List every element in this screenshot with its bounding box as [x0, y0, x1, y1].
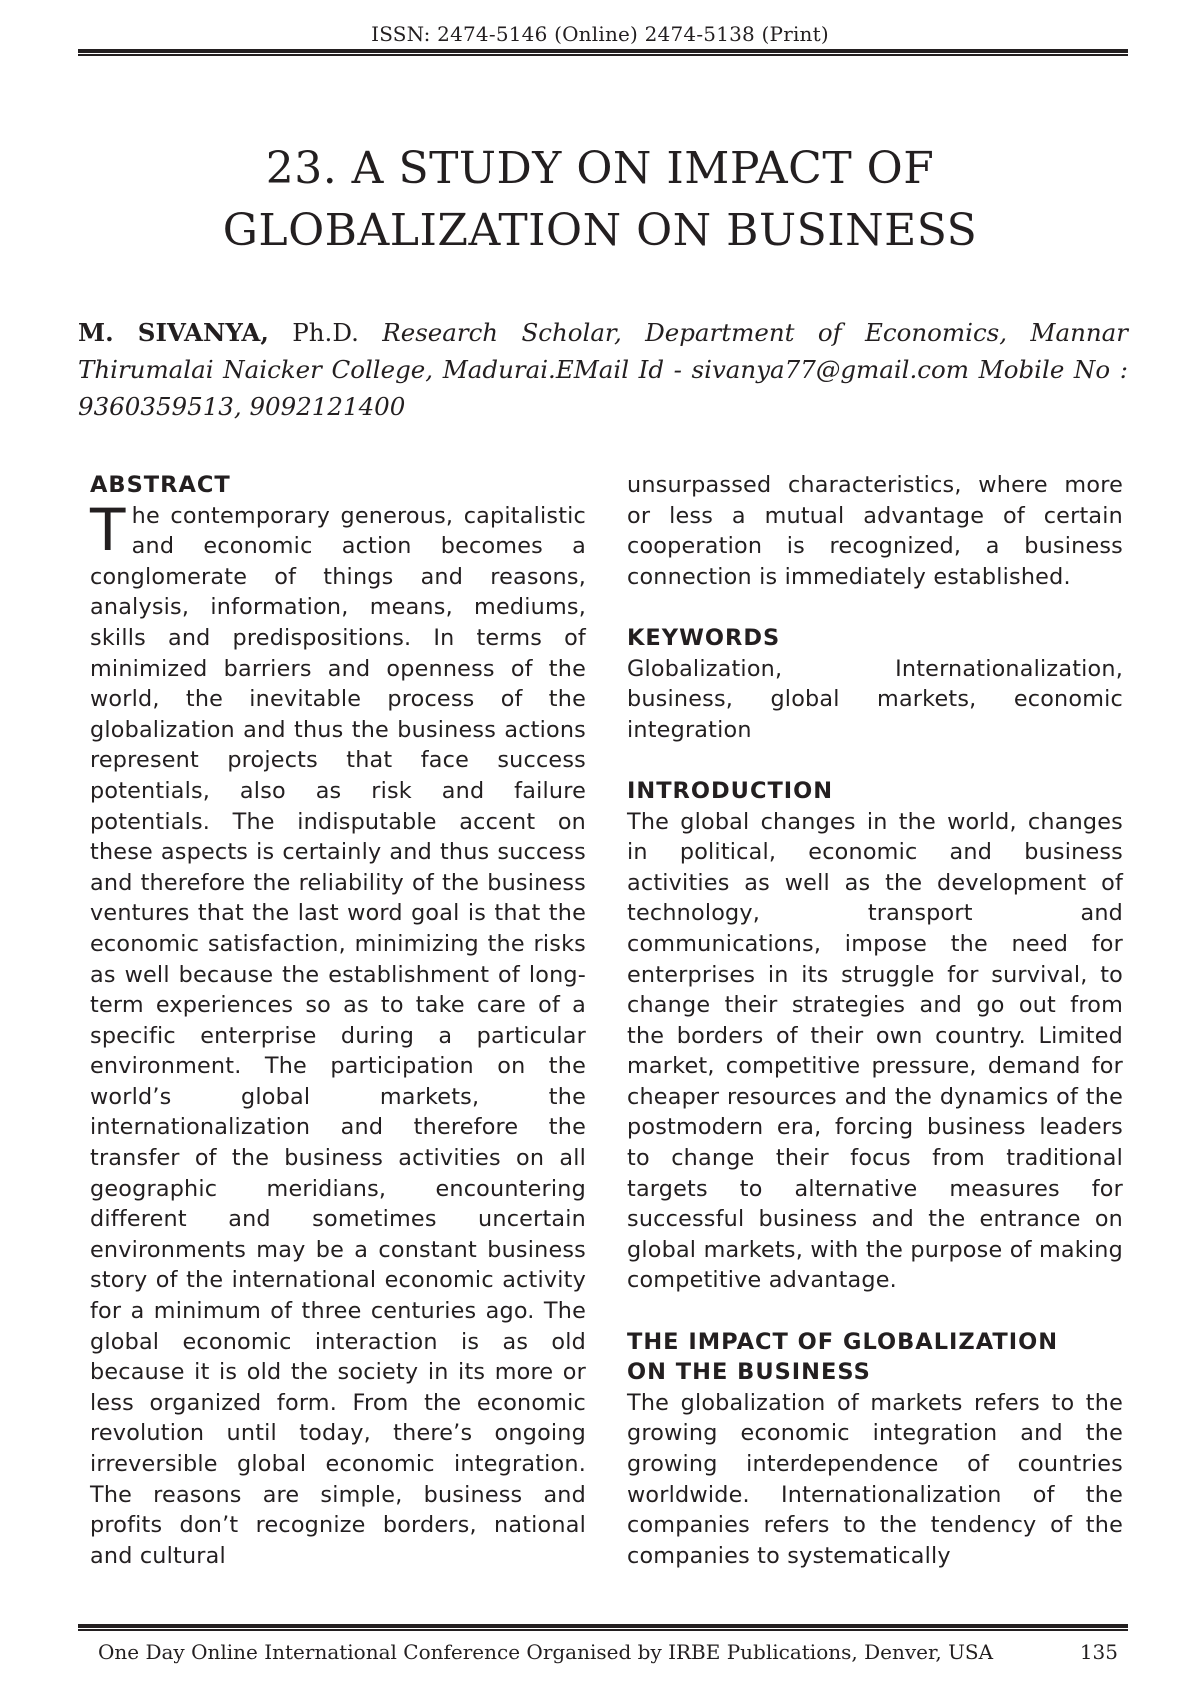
- paper-title: [0, 138, 1200, 262]
- impact-heading: [627, 1327, 1123, 1388]
- abstract-heading: ABSTRACT: [90, 472, 231, 498]
- impact-text: The globalization of markets refers to the growing economic integration and the growing interdependence of countries worldwide. Internationalization of the companies refers to the tendency of the companies to systematically: [627, 1389, 1123, 1569]
- paper-title-line-1: 23. A STUDY ON IMPACT OF: [265, 143, 935, 194]
- introduction-text: The global changes in the world, changes in political, economic and business activities as well as the development of technology, transport and communications, impose the need for enterprises in its struggle for survival, to change their strategies and go out from the borders of their own country. Limited market, competitive pressure, demand for cheaper resources and the dynamics of the postmodern era, forcing business leaders to change their focus from traditional targets to alternative measures for successful business and the entrance on global markets, with the purpose of making competitive advantage.: [627, 808, 1123, 1294]
- impact-heading-line-1: THE IMPACT OF GLOBALIZATION: [627, 1328, 1059, 1355]
- abstract-dropcap: T: [90, 495, 126, 564]
- author-affiliation: Research Scholar, Department of Economics, Mannar Thirumalai Naicker College, Madurai.EMail Id - sivanya77@gmail.com Mobile No : 9360359513, 9092121400: [78, 318, 1128, 421]
- right-column: [627, 470, 1123, 1571]
- keywords-text: Globalization, Internationalization, business, global markets, economic integration: [627, 655, 1123, 743]
- abstract-body: he contemporary generous, capitalistic and economic action becomes a conglomerate of things and reasons, analysis, information, means, mediums, skills and predispositions. In terms of minimized barriers and openness of the world, the inevitable process of the globalization and thus the business actions represent projects that face success potentials, also as risk and failure potentials. The indisputable accent on these aspects is certainly and thus success and therefore the reliability of the business ventures that the last word goal is that the economic satisfaction, minimizing the risks as well because the establishment of long-term experiences so as to take care of a specific enterprise during a particular environment. The participation on the world’s global markets, the internationalization and therefore the transfer of the business activities on all geographic meridians, encountering different and sometimes uncertain environments may be a constant business story of the international economic activity for a minimum of three centuries ago. The global economic interaction is as old because it is old the society in its more or less organized form. From the economic revolution until today, there’s ongoing irreversible global economic integration. The reasons are simple, business and profits don’t recognize borders, national and cultural: [90, 502, 586, 1569]
- page-number: 135: [1079, 1640, 1118, 1664]
- keywords-heading: KEYWORDS: [627, 624, 781, 651]
- issn-header: ISSN: 2474-5146 (Online) 2474-5138 (Print): [371, 22, 829, 46]
- impact-heading-line-2: ON THE BUSINESS: [627, 1359, 871, 1386]
- paper-title-line-2: GLOBALIZATION ON BUSINESS: [222, 205, 978, 256]
- abstract-text: [90, 495, 586, 1572]
- abstract-continuation: unsurpassed characteristics, where more or less a mutual advantage of certain cooperation is recognized, a business connection is immediately established.: [627, 472, 1123, 590]
- footer-rule: [78, 1624, 1128, 1631]
- author-name: M. SIVANYA,: [78, 318, 269, 347]
- left-column: [90, 470, 586, 1571]
- author-degree: Ph.D.: [292, 318, 359, 347]
- conference-note: One Day Online International Conference Organised by IRBE Publications, Denver, USA: [98, 1640, 994, 1664]
- introduction-heading: INTRODUCTION: [627, 777, 834, 804]
- page-footer: [98, 1640, 1118, 1664]
- header-rule: [78, 49, 1128, 56]
- author-block: [78, 314, 1128, 425]
